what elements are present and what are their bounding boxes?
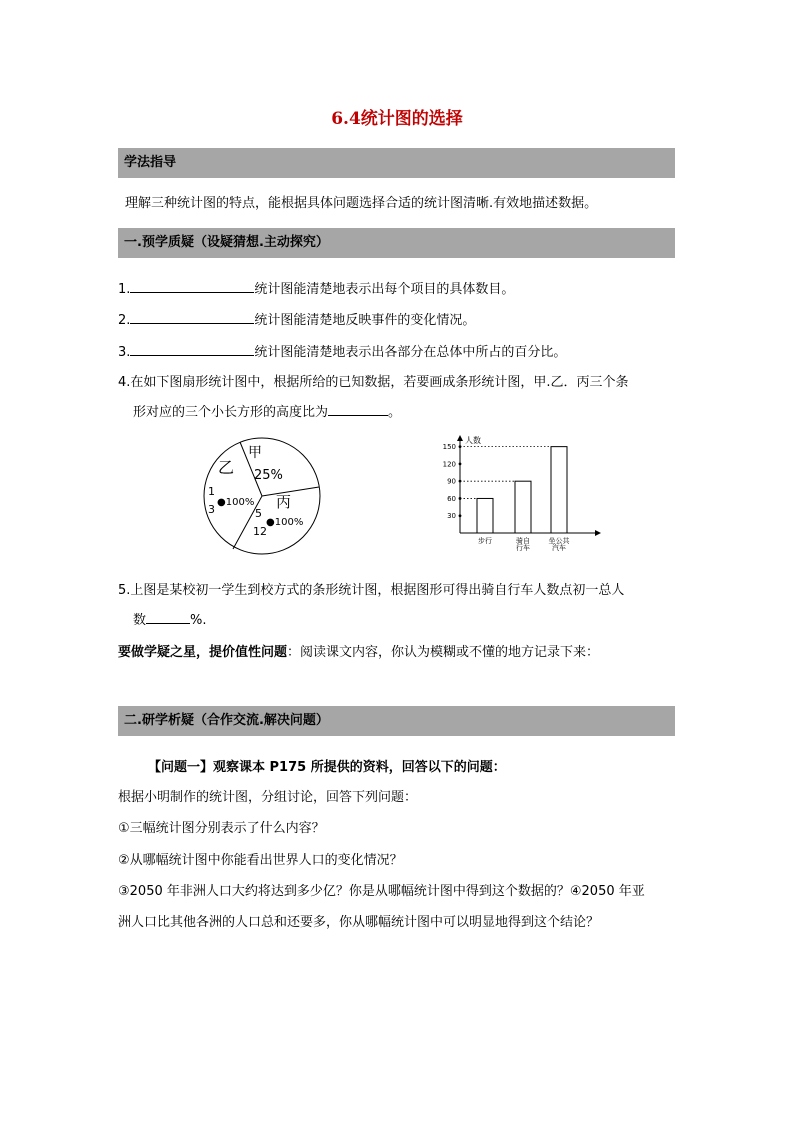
- bar-category-label: 汽车: [552, 544, 566, 552]
- pie-label-yi: 乙: [218, 458, 235, 477]
- pie-value-bing-denominator: 12: [253, 525, 267, 538]
- answer-blank-1[interactable]: [130, 280, 254, 293]
- star-prompt-bold: 要做学疑之星，提价值性问题: [118, 645, 288, 660]
- bar-chart: [430, 430, 605, 558]
- bar-y-tick-label: 60: [447, 494, 456, 503]
- pie-value-yi-denominator: 3: [208, 503, 215, 516]
- section-header-one: 一.预学质疑（设疑猜想.主动探究）: [118, 228, 675, 258]
- answer-blank-3[interactable]: [130, 343, 254, 356]
- pie-value-bing-percent: ●100%: [266, 517, 304, 528]
- question-2-text: 统计图能清楚地反映事件的变化情况。: [254, 313, 476, 328]
- question-5-line2: [133, 609, 207, 628]
- answer-blank-5[interactable]: [146, 611, 190, 624]
- pie-value-yi-percent: ●100%: [217, 497, 255, 508]
- question-5-text: 数: [133, 613, 147, 628]
- bar-y-axis-label: 人数: [465, 436, 481, 445]
- pie-value-bing-numerator: 5: [255, 507, 262, 520]
- question-1-number: 1.: [118, 282, 131, 297]
- bar-category-label: 骑自: [516, 537, 530, 545]
- answer-blank-2[interactable]: [130, 311, 254, 324]
- question-1: [118, 278, 514, 297]
- bar-1: [477, 498, 493, 533]
- bar-category-label: 行车: [516, 544, 530, 552]
- discussion-question-2: ②从哪幅统计图中你能看出世界人口的变化情况？: [118, 853, 403, 868]
- question-3-number: 3.: [118, 345, 131, 360]
- question-2: [118, 309, 475, 328]
- section-header-two: 二.研学析疑（合作交流.解决问题）: [118, 706, 675, 736]
- pie-label-bing: 丙: [276, 493, 292, 511]
- bar-y-tick-label: 120: [442, 460, 456, 469]
- section-header-guide: 学法指导: [118, 148, 675, 178]
- discussion-intro: 根据小明制作的统计图，分组讨论，回答下列问题：: [118, 790, 418, 805]
- question-3: [118, 341, 566, 360]
- bar-y-tick-mark: [459, 463, 462, 466]
- bar-y-tick-mark: [459, 514, 462, 517]
- pie-value-jia: 25%: [254, 468, 283, 483]
- page-title: 6.4统计图的选择: [331, 109, 463, 129]
- bar-2: [515, 481, 531, 533]
- question-4-text: 形对应的三个小长方形的高度比为: [133, 405, 329, 420]
- question-2-number: 2.: [118, 313, 131, 328]
- problem-one-title: 【问题一】观察课本 P175 所提供的资料，回答以下的问题：: [148, 760, 506, 775]
- question-4-line1: 4.在如下图扇形统计图中，根据所给的已知数据，若要画成条形统计图，甲.乙．丙三个条: [118, 375, 629, 390]
- bar-y-tick-label: 150: [442, 443, 456, 452]
- question-5-end: %.: [190, 613, 207, 628]
- discussion-question-1: ①三幅统计图分别表示了什么内容？: [118, 821, 325, 836]
- bar-y-tick-label: 90: [447, 477, 456, 486]
- bar-category-label: 步行: [478, 537, 492, 545]
- question-star-prompt: [118, 641, 599, 660]
- question-4-end: 。: [388, 405, 402, 420]
- discussion-question-3-line2: 洲人口比其他各洲的人口总和还要多，你从哪幅统计图中可以明显地得到这个结论？: [118, 915, 600, 930]
- pie-label-jia: 甲: [248, 445, 262, 461]
- question-1-text: 统计图能清楚地表示出每个项目的具体数目。: [254, 282, 515, 297]
- question-3-text: 统计图能清楚地表示出各部分在总体中所占的百分比。: [254, 345, 567, 360]
- discussion-question-3-line1: ③2050 年非洲人口大约将达到多少亿？你是从哪幅统计图中得到这个数据的？④2050 年亚: [118, 884, 645, 899]
- bar-3: [551, 447, 567, 533]
- star-prompt-text: ：阅读课文内容，你认为模糊或不懂的地方记录下来：: [287, 645, 600, 660]
- pie-chart: [200, 435, 330, 560]
- bar-y-tick-label: 30: [447, 512, 456, 521]
- question-4-line2: [133, 401, 401, 420]
- answer-blank-4[interactable]: [328, 403, 388, 416]
- pie-value-yi-numerator: 1: [208, 485, 215, 498]
- bar-category-label: 坐公共: [548, 537, 570, 545]
- question-5-line1: 5.上图是某校初一学生到校方式的条形统计图，根据图形可得出骑自行车人数点初一总人: [118, 583, 625, 598]
- guide-text: 理解三种统计图的特点，能根据具体问题选择合适的统计图清晰.有效地描述数据。: [125, 196, 598, 211]
